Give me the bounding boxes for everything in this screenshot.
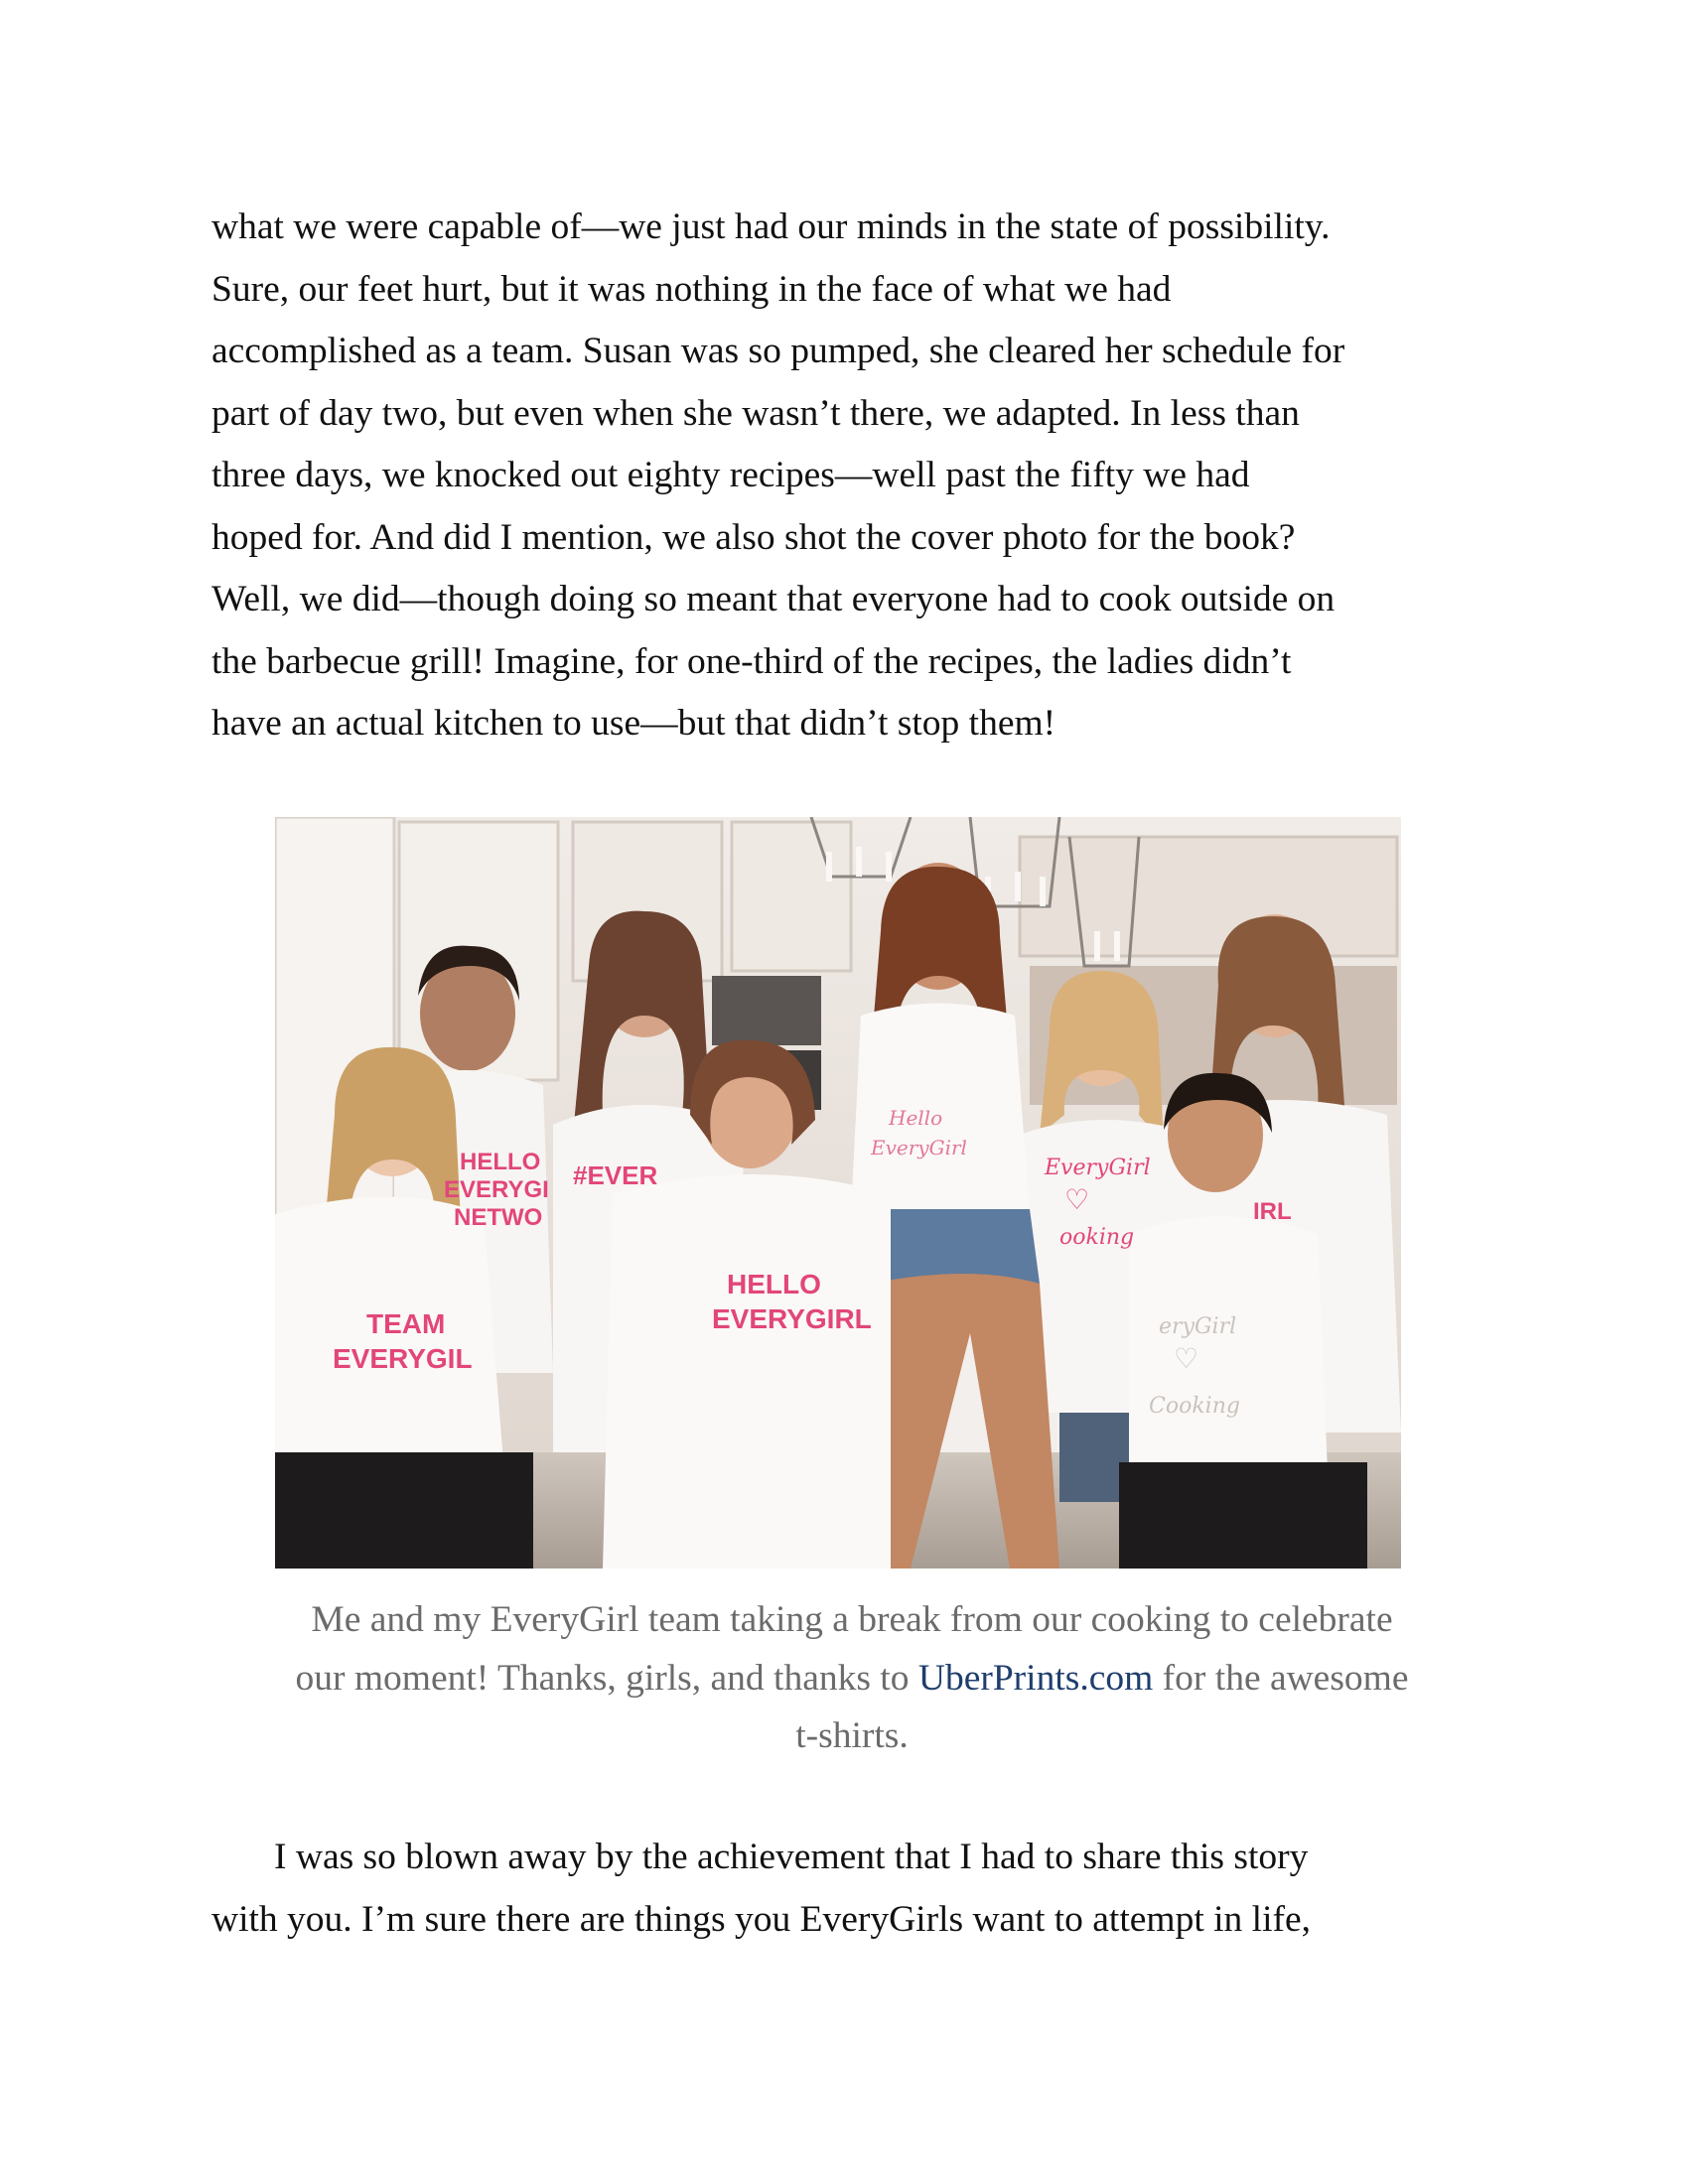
text-line: hoped for. And did I mention, we also shot the cover photo for the book? xyxy=(211,516,1296,558)
shirt-text: NETWO xyxy=(454,1204,543,1231)
team-group-photo xyxy=(275,817,1401,1569)
text-line: I was so blown away by the achievement that I had to share this story xyxy=(274,1837,1309,1877)
team-photo-illustration xyxy=(275,817,1401,1569)
shirt-text: HELLO xyxy=(727,1269,821,1299)
text-line: accomplished as a team. Susan was so pumped, she cleared her schedule for xyxy=(211,331,1345,371)
shirt-text: EVERYGIRL xyxy=(712,1303,872,1334)
caption-text: for the awesome xyxy=(1153,1657,1409,1699)
shirt-text: Hello xyxy=(889,1106,943,1130)
shirt-text: eryGirl xyxy=(1159,1314,1237,1339)
shirt-text: ♡ xyxy=(1064,1183,1090,1216)
text-line: have an actual kitchen to use—but that didn’t stop them! xyxy=(211,703,1056,744)
shirt-text: TEAM xyxy=(366,1308,446,1339)
caption-line xyxy=(211,1650,1492,1708)
body-paragraph-bottom xyxy=(211,1827,1492,1951)
text-line: the barbecue grill! Imagine, for one-third of the recipes, the ladies didn’t xyxy=(211,640,1292,682)
shirt-text: #EVER xyxy=(573,1160,658,1190)
uberprints-link[interactable]: UberPrints.com xyxy=(917,1657,1154,1699)
shirt-text: EVERYGIL xyxy=(333,1343,473,1374)
text-line: Well, we did—though doing so meant that everyone had to cook outside on xyxy=(211,579,1336,619)
text-line: three days, we knocked out eighty recipes—well past the fifty we had xyxy=(211,455,1250,495)
shirt-text: EVERYGI xyxy=(444,1176,549,1203)
caption-line: t-shirts. xyxy=(795,1715,909,1756)
shirt-text: HELLO xyxy=(460,1149,541,1175)
shirt-text: ooking xyxy=(1059,1225,1135,1250)
text-line: part of day two, but even when she wasn’t there, we adapted. In less than xyxy=(211,392,1300,434)
text-line: Sure, our feet hurt, but it was nothing in the face of what we had xyxy=(211,268,1172,310)
text-line: with you. I’m sure there are things you EveryGirls want to attempt in life, xyxy=(211,1898,1312,1940)
shirt-text: ♡ xyxy=(1174,1342,1199,1375)
text-line: what we were capable of—we just had our minds in the state of possibility. xyxy=(211,206,1331,247)
caption-line: Me and my EveryGirl team taking a break from our cooking to celebrate xyxy=(311,1599,1393,1640)
shirt-text: IRL xyxy=(1253,1198,1292,1225)
photo-caption xyxy=(211,1591,1492,1766)
shirt-text: EveryGirl xyxy=(871,1136,967,1160)
shirt-text: EveryGirl xyxy=(1045,1156,1151,1180)
body-paragraph-top xyxy=(211,197,1492,755)
caption-text: our moment! Thanks, girls, and thanks to xyxy=(295,1657,918,1699)
shirt-text: Cooking xyxy=(1149,1394,1240,1419)
